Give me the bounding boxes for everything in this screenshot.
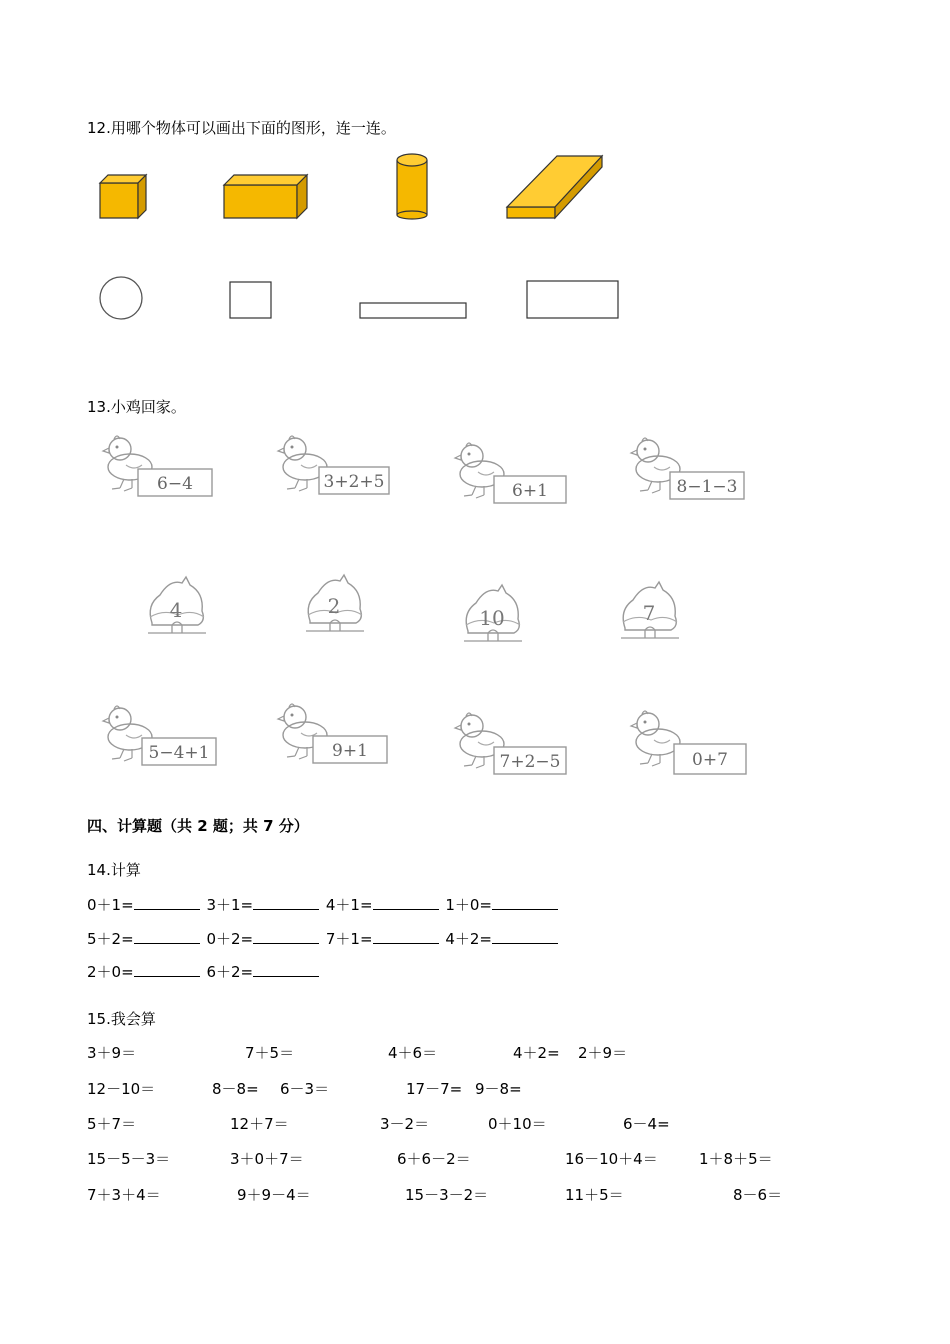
answer-blank[interactable] xyxy=(134,962,200,977)
answer-blank[interactable] xyxy=(373,895,439,910)
q15-expr: 15－5－3＝ xyxy=(87,1150,171,1168)
q15-expr: 3＋0＋7＝ xyxy=(230,1150,304,1168)
q15-expr: 12＋7＝ xyxy=(230,1115,289,1133)
chick-top-2[interactable] xyxy=(278,436,389,494)
q14-expr: 4＋2= xyxy=(445,930,492,948)
house-2[interactable] xyxy=(306,575,364,631)
q15-expr: 6－4= xyxy=(623,1115,670,1133)
small-cube-object[interactable] xyxy=(100,175,146,218)
q15-expr: 4＋6＝ xyxy=(388,1044,438,1062)
chick-bottom-2-label: 9+1 xyxy=(332,741,368,761)
q15-expr: 16－10＋4＝ xyxy=(565,1150,658,1168)
q15-expr: 0＋10＝ xyxy=(488,1115,547,1133)
chick-top-1[interactable] xyxy=(103,436,212,496)
q14-expr: 0＋2= xyxy=(206,930,254,948)
chick-bottom-1[interactable] xyxy=(103,706,216,765)
q15-expr: 3＋9＝ xyxy=(87,1044,137,1062)
house-3[interactable] xyxy=(464,585,522,641)
q14-expr: 7＋1= xyxy=(325,930,373,948)
answer-blank[interactable] xyxy=(492,895,558,910)
q14-expr: 3＋1= xyxy=(206,896,254,914)
q14-expr: 2＋0= xyxy=(87,963,134,981)
q15-expr: 2＋9＝ xyxy=(578,1044,628,1062)
q12-title: 12.用哪个物体可以画出下面的图形，连一连。 xyxy=(87,119,396,137)
house-4[interactable] xyxy=(621,582,679,638)
rectangle-shape[interactable] xyxy=(527,281,618,318)
q15-expr: 6－3＝ xyxy=(280,1080,330,1098)
chick-bottom-3[interactable] xyxy=(455,713,566,774)
q15-expr: 8－8= xyxy=(212,1080,259,1098)
q15-expr: 8－6＝ xyxy=(733,1186,783,1204)
house-2-number: 2 xyxy=(327,594,341,618)
chick-bottom-3-label: 7+2−5 xyxy=(499,752,561,772)
q14-expr: 6＋2= xyxy=(206,963,254,981)
q15-title: 15.我会算 xyxy=(87,1010,156,1028)
q14-row-1 xyxy=(87,894,560,915)
thin-rectangle-shape[interactable] xyxy=(360,303,466,318)
q14-row-2 xyxy=(87,928,560,949)
q14-expr: 4＋1= xyxy=(325,896,373,914)
q15-expr: 4＋2= xyxy=(513,1044,560,1062)
q15-expr: 11＋5＝ xyxy=(565,1186,624,1204)
q14-expr: 5＋2= xyxy=(87,930,134,948)
house-1-number: 4 xyxy=(169,598,183,622)
chick-bottom-2[interactable] xyxy=(278,704,387,763)
section4-heading: 四、计算题（共 2 题；共 7 分） xyxy=(87,817,309,835)
square-shape[interactable] xyxy=(230,282,271,318)
house-4-number: 7 xyxy=(642,601,656,625)
q15-expr: 15－3－2＝ xyxy=(405,1186,489,1204)
chick-bottom-1-label: 5−4+1 xyxy=(148,743,210,763)
q13-title: 13.小鸡回家。 xyxy=(87,398,186,416)
chick-top-3-label: 6+1 xyxy=(512,481,548,501)
cuboid-object[interactable] xyxy=(224,175,307,218)
q15-expr: 6＋6－2＝ xyxy=(397,1150,471,1168)
chick-top-3[interactable] xyxy=(455,443,566,503)
cylinder-object[interactable] xyxy=(397,154,427,219)
chick-top-2-label: 3+2+5 xyxy=(323,472,385,492)
q15-expr: 1＋8＋5＝ xyxy=(699,1150,773,1168)
q15-expr: 5＋7＝ xyxy=(87,1115,137,1133)
q15-expr: 9＋9－4＝ xyxy=(237,1186,311,1204)
chick-bottom-4-label: 0+7 xyxy=(692,750,728,770)
chick-top-1-label: 6−4 xyxy=(157,474,193,494)
q15-expr: 3－2＝ xyxy=(380,1115,430,1133)
chick-top-4[interactable] xyxy=(631,438,744,499)
answer-blank[interactable] xyxy=(134,895,200,910)
q12-figures xyxy=(90,145,620,335)
q15-expr: 9－8= xyxy=(475,1080,522,1098)
q15-expr: 17－7= xyxy=(406,1080,463,1098)
answer-blank[interactable] xyxy=(373,929,439,944)
house-1[interactable] xyxy=(148,577,206,633)
answer-blank[interactable] xyxy=(253,929,319,944)
house-3-number: 10 xyxy=(479,606,505,630)
q15-expr: 7＋3＋4＝ xyxy=(87,1186,161,1204)
chick-top-4-label: 8−1−3 xyxy=(676,477,738,497)
q14-row-3 xyxy=(87,961,321,982)
answer-blank[interactable] xyxy=(253,962,319,977)
chick-bottom-4[interactable] xyxy=(631,711,746,774)
q14-expr: 0＋1= xyxy=(87,896,134,914)
flat-board-object[interactable] xyxy=(507,156,602,218)
q15-expr: 12－10＝ xyxy=(87,1080,156,1098)
q15-expr: 7＋5＝ xyxy=(245,1044,295,1062)
answer-blank[interactable] xyxy=(492,929,558,944)
answer-blank[interactable] xyxy=(134,929,200,944)
circle-shape[interactable] xyxy=(100,277,142,319)
answer-blank[interactable] xyxy=(253,895,319,910)
q14-expr: 1＋0= xyxy=(445,896,492,914)
q13-chicks-houses xyxy=(95,425,765,785)
q14-title: 14.计算 xyxy=(87,861,141,879)
